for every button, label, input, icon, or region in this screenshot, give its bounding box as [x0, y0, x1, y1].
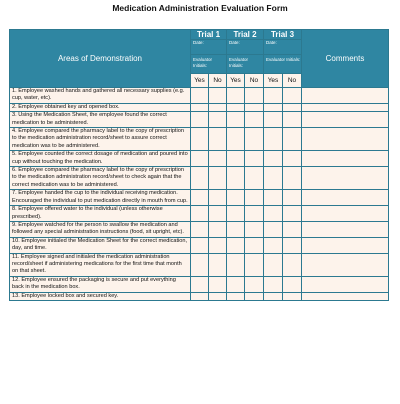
table-row — [10, 128, 389, 151]
trial-3-no-cell[interactable] — [283, 151, 302, 167]
trial-1-no-cell[interactable] — [209, 253, 227, 276]
table-row — [10, 190, 389, 206]
trial-3-header: Trial 3 — [264, 30, 302, 40]
areas-of-demonstration-header: Areas of Demonstration — [10, 30, 191, 88]
trial-1-yes-cell[interactable] — [191, 221, 209, 237]
demonstration-item: 8. Employee offered water to the individual (unless otherwise prescribed). — [10, 206, 191, 222]
table-row — [10, 292, 389, 300]
page-title: Medication Administration Evaluation Form — [112, 3, 288, 13]
demonstration-item: 6. Employee compared the pharmacy label to the copy of prescription to the medication administration record/sheet to check again that the correct medication was to be administered. — [10, 167, 191, 190]
trial-3-no-cell[interactable] — [283, 253, 302, 276]
demonstration-item: 1. Employee washed hands and gathered all necessary supplies (e.g. cup, water, etc). — [10, 88, 191, 104]
trial-2-yes-cell[interactable] — [227, 221, 245, 237]
trial-2-no-cell[interactable] — [245, 128, 264, 151]
trial-2-yes-cell[interactable] — [227, 151, 245, 167]
table-row — [10, 206, 389, 222]
comments-cell[interactable] — [302, 276, 389, 292]
table-row — [10, 88, 389, 104]
trial-3-no-cell[interactable] — [283, 206, 302, 222]
trial-3-yes-cell[interactable] — [264, 190, 283, 206]
comments-cell[interactable] — [302, 221, 389, 237]
trial-1-header: Trial 1 — [191, 30, 227, 40]
trial-1-yes-cell[interactable] — [191, 253, 209, 276]
trial-3-no-cell[interactable] — [283, 88, 302, 104]
comments-cell[interactable] — [302, 128, 389, 151]
demonstration-item: 13. Employee locked box and secured key. — [10, 292, 191, 300]
trial-2-date-field[interactable]: Date: — [227, 40, 264, 55]
trial-2-yes-header: Yes — [227, 74, 245, 88]
trial-2-yes-cell[interactable] — [227, 253, 245, 276]
table-row — [10, 253, 389, 276]
table-row — [10, 276, 389, 292]
trial-3-yes-cell[interactable] — [264, 88, 283, 104]
trial-1-yes-cell[interactable] — [191, 151, 209, 167]
trial-1-no-cell[interactable] — [209, 190, 227, 206]
trial-1-yes-cell[interactable] — [191, 292, 209, 300]
trial-3-yes-cell[interactable] — [264, 112, 283, 128]
trial-2-evaluator-initials-field[interactable]: Evaluator Initials: — [227, 55, 264, 74]
trial-1-no-cell[interactable] — [209, 151, 227, 167]
trial-2-no-cell[interactable] — [245, 112, 264, 128]
trial-3-yes-cell[interactable] — [264, 276, 283, 292]
trial-2-no-cell[interactable] — [245, 88, 264, 104]
trial-3-yes-cell[interactable] — [264, 103, 283, 111]
trial-3-date-field[interactable]: Date: — [264, 40, 302, 55]
table-row — [10, 112, 389, 128]
trial-1-no-cell[interactable] — [209, 276, 227, 292]
trial-1-yes-cell[interactable] — [191, 206, 209, 222]
trial-1-yes-cell[interactable] — [191, 88, 209, 104]
trial-1-evaluator-initials-field[interactable]: Evaluator Initials: — [191, 55, 227, 74]
trial-3-yes-cell[interactable] — [264, 206, 283, 222]
demonstration-item: 10. Employee initialed the Medication Sheet for the correct medication, day, and time. — [10, 237, 191, 253]
trial-1-no-cell[interactable] — [209, 88, 227, 104]
table-row — [10, 167, 389, 190]
trial-3-evaluator-initials-field[interactable]: Evaluator Initials: — [264, 55, 302, 74]
trial-2-no-cell[interactable] — [245, 206, 264, 222]
evaluation-table — [9, 29, 389, 301]
comments-cell[interactable] — [302, 206, 389, 222]
comments-cell[interactable] — [302, 292, 389, 300]
trial-2-yes-cell[interactable] — [227, 276, 245, 292]
trial-3-yes-cell[interactable] — [264, 151, 283, 167]
trial-2-no-cell[interactable] — [245, 237, 264, 253]
trial-1-yes-cell[interactable] — [191, 112, 209, 128]
trial-3-no-cell[interactable] — [283, 221, 302, 237]
comments-cell[interactable] — [302, 253, 389, 276]
comments-cell[interactable] — [302, 151, 389, 167]
trial-2-yes-cell[interactable] — [227, 128, 245, 151]
trial-2-yes-cell[interactable] — [227, 206, 245, 222]
trial-2-yes-cell[interactable] — [227, 88, 245, 104]
trial-3-yes-header: Yes — [264, 74, 283, 88]
trial-2-no-cell[interactable] — [245, 253, 264, 276]
trial-3-yes-cell[interactable] — [264, 292, 283, 300]
table-row — [10, 237, 389, 253]
trial-1-yes-cell[interactable] — [191, 167, 209, 190]
trial-1-yes-cell[interactable] — [191, 276, 209, 292]
trial-3-no-cell[interactable] — [283, 292, 302, 300]
trial-2-no-cell[interactable] — [245, 190, 264, 206]
trial-1-yes-cell[interactable] — [191, 128, 209, 151]
trial-3-no-cell[interactable] — [283, 276, 302, 292]
comments-cell[interactable] — [302, 103, 389, 111]
trial-1-no-cell[interactable] — [209, 206, 227, 222]
trial-2-no-cell[interactable] — [245, 151, 264, 167]
table-row — [10, 151, 389, 167]
demonstration-item: 11. Employee signed and initialed the medication administration record/sheet if administering medications for the first time that month on that sheet. — [10, 253, 191, 276]
demonstration-item: 7. Employee handed the cup to the individual receiving medication. Encouraged the individual to put medication directly in mouth from cup. — [10, 190, 191, 206]
trial-2-yes-cell[interactable] — [227, 292, 245, 300]
trial-1-no-header: No — [209, 74, 227, 88]
trial-3-no-header: No — [283, 74, 302, 88]
trial-2-no-cell[interactable] — [245, 276, 264, 292]
trial-3-no-cell[interactable] — [283, 103, 302, 111]
trial-2-yes-cell[interactable] — [227, 103, 245, 111]
trial-3-no-cell[interactable] — [283, 190, 302, 206]
trial-2-header: Trial 2 — [227, 30, 264, 40]
demonstration-item: 3. Using the Medication Sheet, the employee found the correct medication to be administered. — [10, 112, 191, 128]
trial-1-no-cell[interactable] — [209, 167, 227, 190]
trial-1-no-cell[interactable] — [209, 128, 227, 151]
trial-2-yes-cell[interactable] — [227, 237, 245, 253]
comments-header: Comments — [302, 30, 389, 88]
trial-2-yes-cell[interactable] — [227, 167, 245, 190]
trial-2-no-cell[interactable] — [245, 292, 264, 300]
trial-1-no-cell[interactable] — [209, 112, 227, 128]
table-row — [10, 103, 389, 111]
trial-2-yes-cell[interactable] — [227, 112, 245, 128]
trial-1-no-cell[interactable] — [209, 292, 227, 300]
demonstration-item: 12. Employee ensured the packaging is secure and put everything back in the medication box. — [10, 276, 191, 292]
trial-3-no-cell[interactable] — [283, 128, 302, 151]
trial-3-yes-cell[interactable] — [264, 128, 283, 151]
trial-1-no-cell[interactable] — [209, 103, 227, 111]
trial-3-yes-cell[interactable] — [264, 221, 283, 237]
comments-cell[interactable] — [302, 167, 389, 190]
trial-1-yes-cell[interactable] — [191, 237, 209, 253]
demonstration-item: 5. Employee counted the correct dosage of medication and poured into cup without touching the medication. — [10, 151, 191, 167]
comments-cell[interactable] — [302, 237, 389, 253]
trial-2-no-cell[interactable] — [245, 103, 264, 111]
trial-1-yes-cell[interactable] — [191, 190, 209, 206]
trial-3-yes-cell[interactable] — [264, 237, 283, 253]
demonstration-item: 4. Employee compared the pharmacy label to the copy of prescription to the medication administration record/sheet to assure correct medication was to be administered. — [10, 128, 191, 151]
table-row — [10, 221, 389, 237]
trial-2-no-header: No — [245, 74, 264, 88]
trial-1-yes-header: Yes — [191, 74, 209, 88]
trial-2-no-cell[interactable] — [245, 221, 264, 237]
trial-1-no-cell[interactable] — [209, 237, 227, 253]
trial-1-date-field[interactable]: Date: — [191, 40, 227, 55]
comments-cell[interactable] — [302, 88, 389, 104]
trial-1-no-cell[interactable] — [209, 221, 227, 237]
trial-2-yes-cell[interactable] — [227, 190, 245, 206]
trial-1-yes-cell[interactable] — [191, 103, 209, 111]
demonstration-item: 9. Employee watched for the person to swallow the medication and followed any special administration instructions (food, sit upright, etc). — [10, 221, 191, 237]
trial-3-no-cell[interactable] — [283, 112, 302, 128]
trial-2-no-cell[interactable] — [245, 167, 264, 190]
trial-3-yes-cell[interactable] — [264, 253, 283, 276]
demonstration-item: 2. Employee obtained key and opened box. — [10, 103, 191, 111]
comments-cell[interactable] — [302, 190, 389, 206]
comments-cell[interactable] — [302, 112, 389, 128]
trial-3-no-cell[interactable] — [283, 167, 302, 190]
trial-3-no-cell[interactable] — [283, 237, 302, 253]
trial-3-yes-cell[interactable] — [264, 167, 283, 190]
